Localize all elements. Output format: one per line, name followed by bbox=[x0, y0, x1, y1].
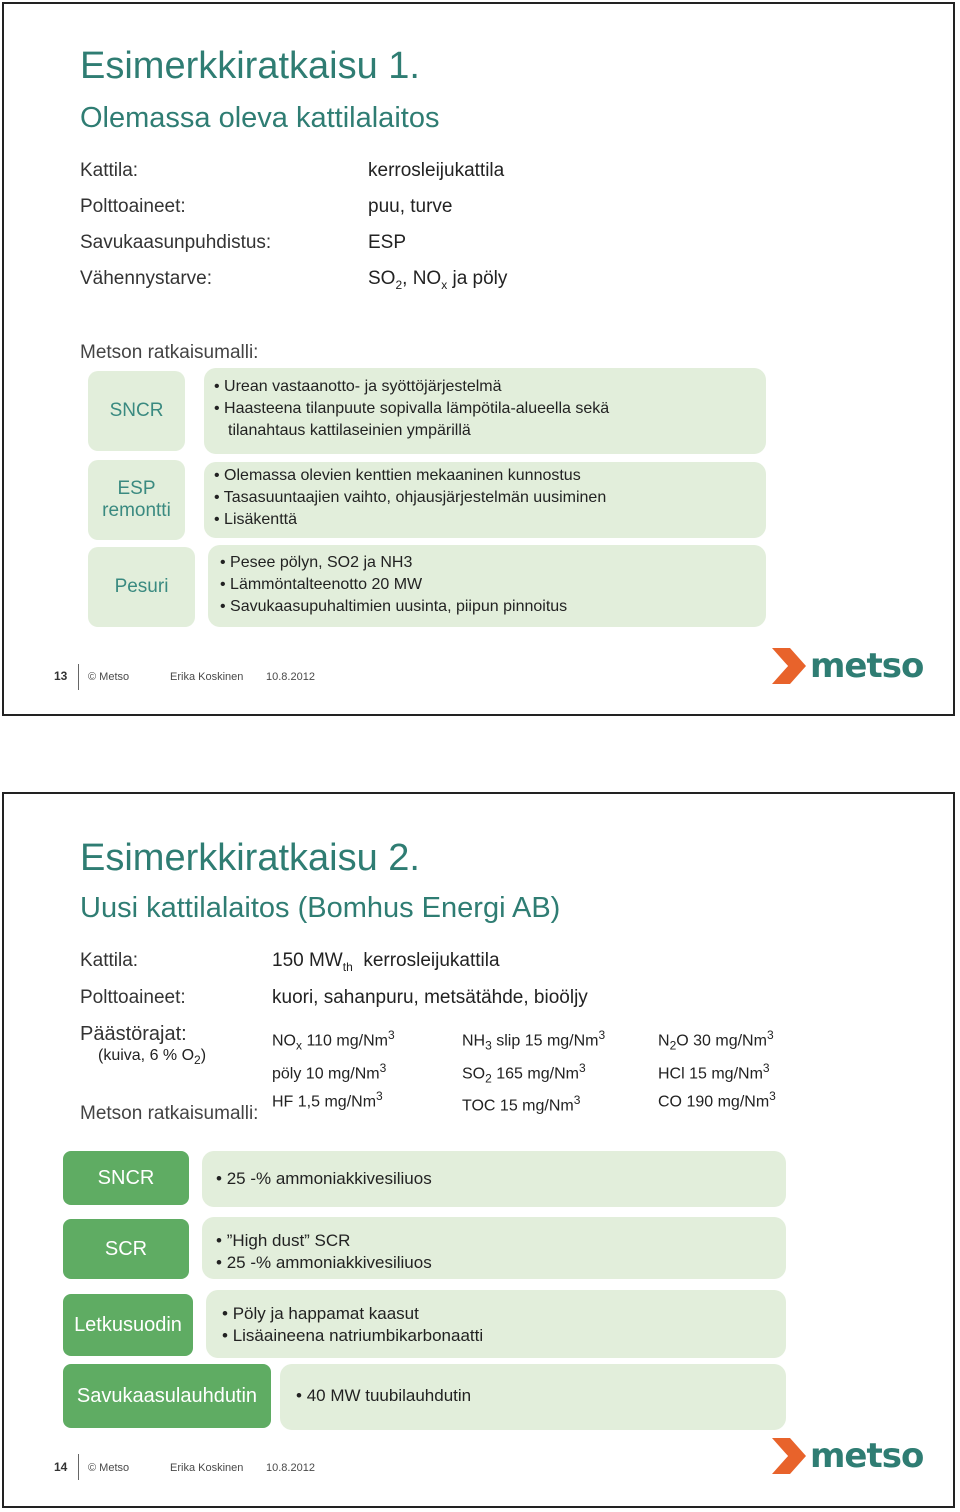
page-number: 13 bbox=[54, 669, 68, 683]
footer-divider bbox=[78, 1454, 79, 1480]
footer-author: Erika Koskinen bbox=[170, 1462, 244, 1474]
solution-model-label: Metson ratkaisumalli: bbox=[80, 1103, 259, 1124]
limit-so2: $SO_2$ 165 mg/Nm$^3$ bbox=[462, 1060, 586, 1086]
bullet-item: • Haasteena tilanpuute sopivalla lämpötila-alueella sekä bbox=[214, 398, 609, 420]
bullet-item: • Pöly ja happamat kaasut bbox=[222, 1303, 483, 1325]
bullet-item: • Lisäkenttä bbox=[214, 509, 606, 531]
footer-date: 10.8.2012 bbox=[266, 671, 315, 683]
fuel-label: Polttoaineet: bbox=[80, 987, 186, 1008]
flue-gas-cleaning-value: ESP bbox=[368, 232, 407, 253]
bullet-item: • 25 -% ammoniakkivesiliuos bbox=[216, 1168, 432, 1190]
bullet-item: • 40 MW tuubilauhdutin bbox=[296, 1385, 471, 1407]
limits-column-3 bbox=[658, 1024, 776, 1113]
limit-nh3: $NH_3$ slip 15 mg/Nm$^3$ bbox=[462, 1028, 606, 1053]
limit-n2o: $N_2O$ 30 mg/Nm$^3$ bbox=[658, 1028, 774, 1053]
metso-logo-icon bbox=[768, 1434, 810, 1478]
fuel-value: kuori, sahanpuru, metsätähde, bioöljy bbox=[272, 987, 588, 1008]
fuel-label: Polttoaineet: bbox=[80, 196, 186, 217]
boiler-value: kerrosleijukattila bbox=[368, 160, 505, 181]
sncr-bullet-continuation: tilanahtaus kattilaseinien ympärillä bbox=[228, 422, 471, 439]
sncr-bullets bbox=[216, 1168, 432, 1190]
slide-title: Esimerkkiratkaisu 2. bbox=[80, 837, 420, 879]
flue-gas-condenser-tag: Savukaasulauhdutin bbox=[63, 1364, 271, 1428]
boiler-label: Kattila: bbox=[80, 160, 139, 181]
solution-model-label: Metson ratkaisumalli: bbox=[80, 342, 259, 363]
boiler-label: Kattila: bbox=[80, 950, 139, 971]
bullet-item: • Olemassa olevien kenttien mekaaninen kunnostus bbox=[214, 465, 606, 487]
slide-2 bbox=[2, 792, 955, 1508]
esp-repair-bullets bbox=[214, 465, 606, 531]
flue-gas-condenser-bullets bbox=[296, 1385, 471, 1407]
bag-filter-bullets bbox=[222, 1303, 483, 1347]
limit-toc: TOC 15 mg/Nm$^3$ bbox=[462, 1093, 581, 1115]
scrubber-tag: Pesuri bbox=[88, 547, 195, 627]
scr-tag: SCR bbox=[63, 1219, 189, 1279]
footer-copyright: © Metso bbox=[88, 671, 130, 683]
bullet-item: • Lämmöntalteenotto 20 MW bbox=[220, 574, 567, 596]
slide-1 bbox=[2, 2, 955, 716]
bullet-item: • Urean vastaanotto- ja syöttöjärjestelmä bbox=[214, 376, 609, 398]
metso-logo bbox=[768, 644, 923, 688]
boiler-value: 150 $MW_{th}$ kerrosleijukattila bbox=[272, 950, 500, 974]
limit-co: CO 190 mg/Nm$^3$ bbox=[658, 1088, 776, 1111]
sncr-tag: SNCR bbox=[63, 1151, 189, 1205]
sncr-tag: SNCR bbox=[88, 371, 185, 451]
page-number: 14 bbox=[54, 1460, 68, 1474]
esp-repair-tag: ESP remontti bbox=[88, 460, 185, 540]
metso-logo-text: metso bbox=[810, 1436, 924, 1476]
bullet-item: • Pesee pölyn, SO2 ja NH3 bbox=[220, 552, 567, 574]
limit-nox: $NO_x$ 110 mg/Nm$^3$ bbox=[272, 1028, 395, 1053]
footer-divider bbox=[78, 664, 79, 690]
metso-logo-icon bbox=[768, 644, 810, 688]
bullet-item: • Tasasuuntaajien vaihto, ohjausjärjestelmän uusiminen bbox=[214, 487, 606, 509]
sncr-bullets bbox=[214, 376, 609, 420]
fuel-value: puu, turve bbox=[368, 196, 453, 217]
bullet-item: • Savukaasupuhaltimien uusinta, piipun pinnoitus bbox=[220, 596, 567, 618]
limit-hf: HF 1,5 mg/Nm$^3$ bbox=[272, 1088, 383, 1111]
slide-title: Esimerkkiratkaisu 1. bbox=[80, 45, 420, 87]
reduction-need-label: Vähennystarve: bbox=[80, 268, 213, 289]
bullet-item: • Lisäaineena natriumbikarbonaatti bbox=[222, 1325, 483, 1347]
scr-bullets bbox=[216, 1230, 432, 1274]
flue-gas-cleaning-label: Savukaasunpuhdistus: bbox=[80, 232, 272, 253]
reduction-need-value: $SO_2$, $NO_x$ ja pöly bbox=[368, 268, 508, 292]
emission-limits-note: (kuiva, 6 % $O_2$) bbox=[98, 1047, 207, 1068]
bullet-item: • ”High dust” SCR bbox=[216, 1230, 432, 1252]
footer-copyright: © Metso bbox=[88, 1462, 130, 1474]
limit-dust: pöly 10 mg/Nm$^3$ bbox=[272, 1060, 387, 1082]
limits-column-2 bbox=[462, 1024, 605, 1117]
slide-subtitle: Uusi kattilalaitos (Bomhus Energi AB) bbox=[80, 892, 561, 924]
scrubber-bullets bbox=[220, 552, 567, 618]
limits-column-1 bbox=[272, 1024, 395, 1113]
bullet-item: • 25 -% ammoniakkivesiliuos bbox=[216, 1252, 432, 1274]
footer-date: 10.8.2012 bbox=[266, 1462, 315, 1474]
metso-logo-text: metso bbox=[810, 646, 924, 686]
slide-subtitle: Olemassa oleva kattilalaitos bbox=[80, 102, 440, 134]
metso-logo bbox=[768, 1434, 923, 1478]
bag-filter-tag: Letkusuodin bbox=[63, 1294, 193, 1356]
limit-hcl: HCl 15 mg/Nm$^3$ bbox=[658, 1060, 770, 1082]
emission-limits-label: Päästörajat: bbox=[80, 1023, 187, 1045]
footer-author: Erika Koskinen bbox=[170, 671, 244, 683]
